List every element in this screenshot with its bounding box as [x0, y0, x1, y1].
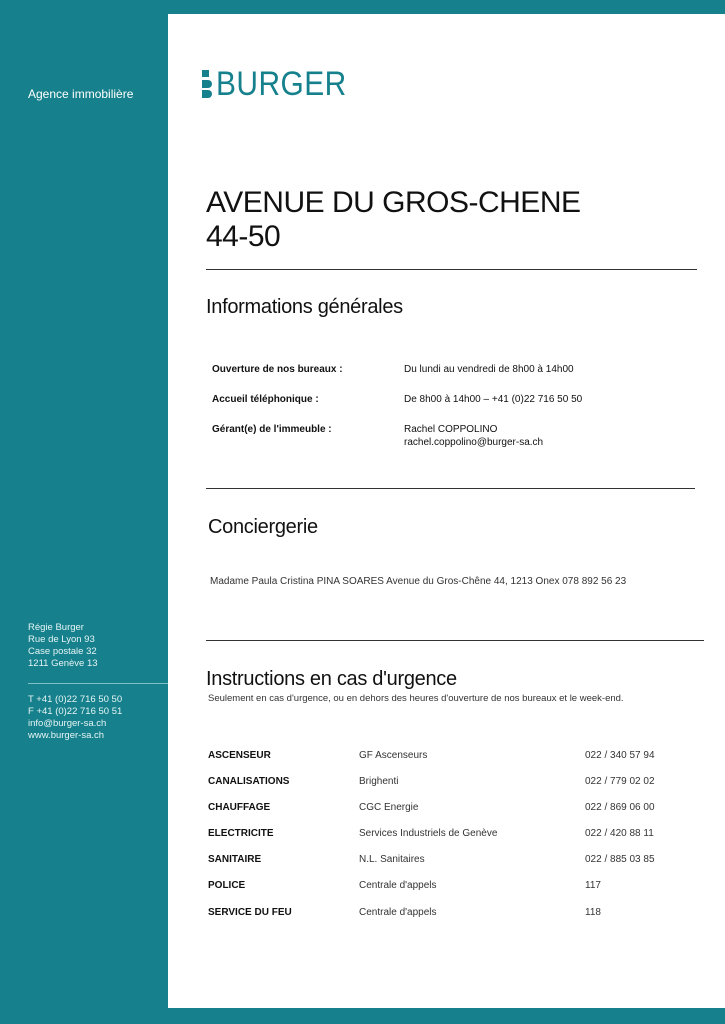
service-name: SERVICE DU FEU	[208, 907, 292, 918]
office-hours-label: Ouverture de nos bureaux :	[212, 364, 343, 375]
document-page	[168, 14, 725, 1008]
address-line: Rue de Lyon 93	[28, 634, 95, 645]
service-company: Centrale d'appels	[359, 880, 437, 891]
service-name: CANALISATIONS	[208, 776, 290, 787]
service-phone: 118	[585, 907, 601, 918]
title-divider	[206, 269, 697, 270]
sidebar	[0, 0, 168, 1024]
manager-email[interactable]: rachel.coppolino@burger-sa.ch	[404, 437, 544, 448]
address-line: Case postale 32	[28, 646, 97, 657]
general-heading: Informations générales	[206, 296, 403, 318]
phone-hours-label: Accueil téléphonique :	[212, 394, 319, 405]
service-phone: 022 / 340 57 94	[585, 750, 655, 761]
burger-logo	[202, 65, 364, 103]
website-link[interactable]: www.burger-sa.ch	[28, 730, 105, 741]
service-company: Brighenti	[359, 776, 399, 787]
logo-mark-icon	[202, 70, 212, 98]
service-company: Services Industriels de Genève	[359, 828, 498, 839]
general-divider	[206, 488, 695, 489]
company-contact	[28, 694, 122, 742]
emergency-row	[208, 776, 688, 790]
service-name: ELECTRICITE	[208, 828, 274, 839]
company-address	[28, 622, 98, 670]
service-phone: 022 / 885 03 85	[585, 854, 655, 865]
emergency-row	[208, 828, 688, 842]
service-name: ASCENSEUR	[208, 750, 271, 761]
manager-label: Gérant(e) de l'immeuble :	[212, 424, 332, 435]
phone-hours-value: De 8h00 à 14h00 – +41 (0)22 716 50 50	[404, 394, 583, 405]
title-line-2: 44-50	[206, 220, 281, 253]
service-phone: 117	[585, 880, 601, 891]
office-hours-value: Du lundi au vendredi de 8h00 à 14h00	[404, 364, 574, 375]
service-phone: 022 / 420 88 11	[585, 828, 654, 839]
emergency-row	[208, 907, 688, 921]
bottom-bar	[0, 1008, 725, 1024]
emergency-heading: Instructions en cas d'urgence	[206, 668, 457, 690]
agency-label: Agence immobilière	[28, 87, 134, 101]
service-name: CHAUFFAGE	[208, 802, 271, 813]
phone-line: T +41 (0)22 716 50 50	[28, 694, 123, 705]
service-company: N.L. Sanitaires	[359, 854, 425, 865]
service-company: GF Ascenseurs	[359, 750, 428, 761]
service-company: CGC Energie	[359, 802, 419, 813]
service-name: POLICE	[208, 880, 246, 891]
emergency-subtitle: Seulement en cas d'urgence, ou en dehors des heures d'ouverture de nos bureaux et le week-end.	[208, 693, 624, 704]
email-link[interactable]: info@burger-sa.ch	[28, 718, 107, 729]
service-name: SANITAIRE	[208, 854, 262, 865]
emergency-row	[208, 802, 688, 816]
emergency-row	[208, 854, 688, 868]
service-phone: 022 / 779 02 02	[585, 776, 655, 787]
concierge-divider	[206, 640, 704, 641]
emergency-row	[208, 880, 688, 894]
service-company: Centrale d'appels	[359, 907, 437, 918]
concierge-heading: Conciergerie	[208, 516, 318, 538]
address-line: Régie Burger	[28, 622, 84, 633]
logo-text: BURGER	[216, 65, 347, 103]
title-line-1: AVENUE DU GROS-CHENE	[206, 186, 581, 219]
manager-name: Rachel COPPOLINO	[404, 424, 498, 435]
service-phone: 022 / 869 06 00	[585, 802, 655, 813]
concierge-info: Madame Paula Cristina PINA SOARES Avenue du Gros-Chêne 44, 1213 Onex 078 892 56 23	[210, 576, 627, 587]
page-title	[206, 186, 581, 254]
fax-line: F +41 (0)22 716 50 51	[28, 706, 123, 717]
sidebar-divider	[28, 683, 168, 684]
emergency-row	[208, 750, 688, 764]
address-line: 1211 Genève 13	[28, 658, 98, 669]
